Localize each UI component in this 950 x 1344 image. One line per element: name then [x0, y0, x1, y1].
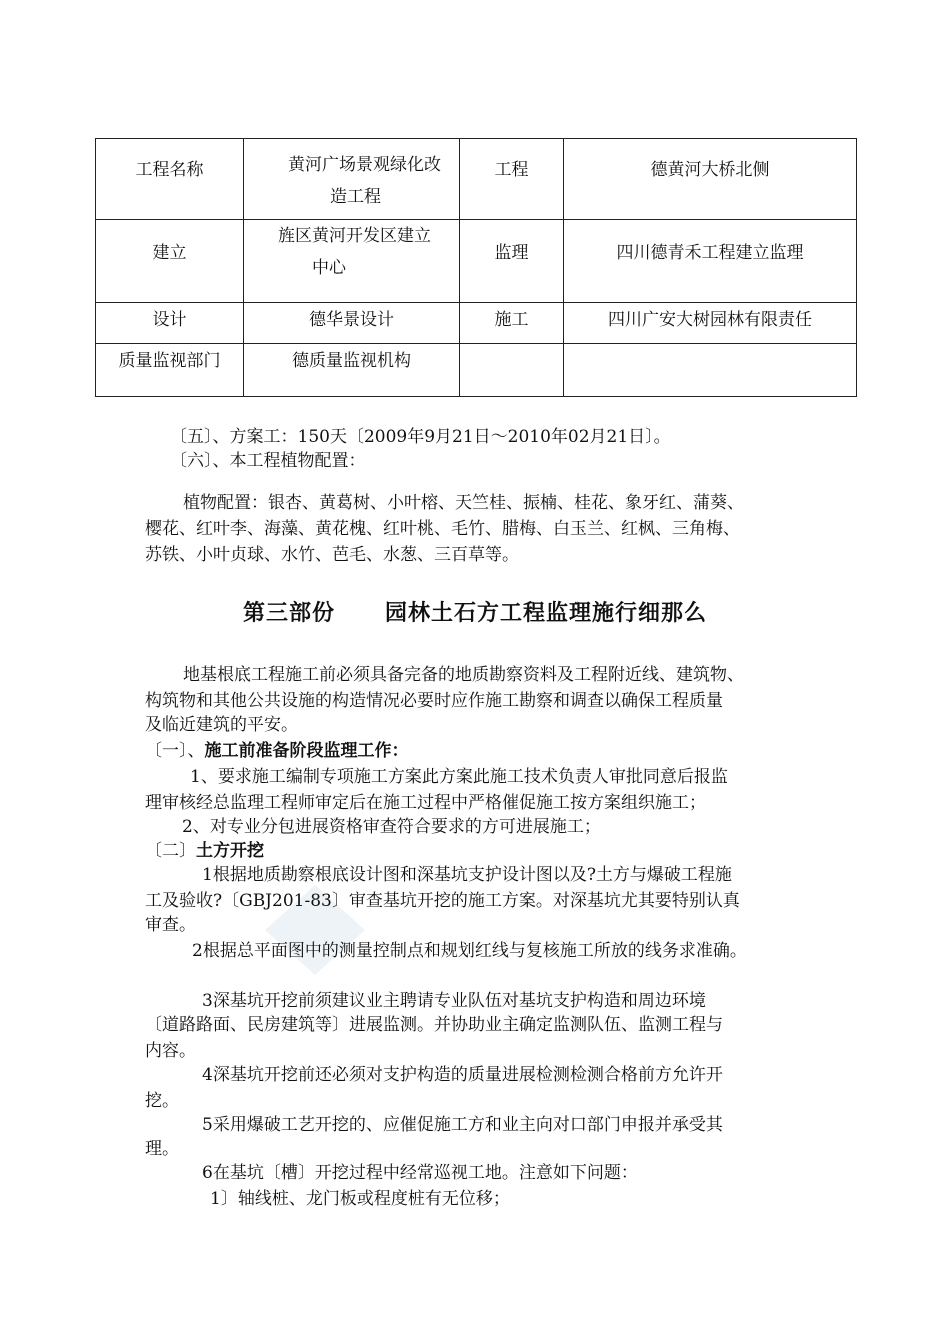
- value-project-name: 黄河广场景观绿化改 造工程: [244, 139, 460, 220]
- intro-line: 构筑物和其他公共设施的构造情况必要时应作施工勘察和调查以确保工程质量: [145, 691, 723, 711]
- sub1-item: 1、要求施工编制专项施工方案此方案此施工技术负责人审批同意后报监: [190, 767, 728, 787]
- subsection-1-title: 〔一〕、施工前准备阶段监理工作：: [145, 741, 409, 761]
- label-quality-dept: 质量监视部门: [96, 344, 244, 397]
- subsection-2-title: 〔二〕土方开挖: [145, 841, 264, 861]
- value-supervision: 四川德青禾工程建立监理: [564, 220, 857, 303]
- value-quality-dept: 德质量监视机构: [244, 344, 460, 397]
- table-row: [96, 344, 857, 397]
- heading-part: 第三部份: [242, 601, 335, 626]
- plants-line: 植物配置：银杏、黄葛树、小叶榕、天竺桂、振楠、桂花、象牙红、蒲葵、: [183, 493, 744, 513]
- sub2-item: 工及验收?〔GBJ201-83〕审查基坑开挖的施工方案。对深基坑尤其要特别认真: [145, 891, 740, 911]
- heading-title: 园林土石方工程监理施行细那么: [385, 601, 708, 626]
- table-row: [96, 220, 857, 303]
- sub2-item: 1根据地质勘察根底设计图和深基坑支护设计图以及?土方与爆破工程施: [202, 865, 732, 885]
- sub2-item: 4深基坑开挖前还必须对支护构造的质量进展检测检测合格前方允许开: [202, 1065, 723, 1085]
- sub2-item: 挖。: [145, 1091, 179, 1111]
- value-location: 德黄河大桥北侧: [564, 139, 857, 220]
- sub2-item: 5采用爆破工艺开挖的、应催促施工方和业主向对口部门申报并承受其: [202, 1115, 723, 1135]
- sub2-item: 3深基坑开挖前须建议业主聘请专业队伍对基坑支护构造和周边环境: [202, 991, 706, 1011]
- label-supervision: 监理: [460, 220, 564, 303]
- label-project-name: 工程名称: [96, 139, 244, 220]
- sub2-item: 2根据总平面图中的测量控制点和规划红线与复核施工所放的线务求准确。: [192, 941, 747, 961]
- section-5: 〔五〕、方案工：150天〔2009年9月21日～2010年02月21日〕。: [170, 427, 671, 447]
- intro-line: 及临近建筑的平安。: [145, 715, 298, 735]
- table-row: [96, 303, 857, 344]
- sub2-item: 1〕轴线桩、龙门板或程度桩有无位移；: [210, 1189, 510, 1209]
- table-row: [96, 139, 857, 220]
- sub2-item: 理。: [145, 1139, 179, 1159]
- empty-cell: [460, 344, 564, 397]
- sub1-item: 理审核经总监理工程师审定后在施工过程中严格催促施工按方案组织施工；: [145, 793, 706, 813]
- label-build: 建立: [96, 220, 244, 303]
- intro-line: 地基根底工程施工前必须具备完备的地质勘察资料及工程附近线、建筑物、: [183, 665, 744, 685]
- value-build: 旌区黄河开发区建立 中心: [244, 220, 460, 303]
- value-construction: 四川广安大树园林有限责任: [564, 303, 857, 344]
- sub2-item: 〔道路路面、民房建筑等〕进展监测。并协助业主确定监测队伍、监测工程与: [145, 1015, 723, 1035]
- label-project: 工程: [460, 139, 564, 220]
- sub1-item: 2、对专业分包进展资格审查符合要求的方可进展施工；: [182, 817, 601, 837]
- plants-line: 樱花、红叶李、海藻、黄花槐、红叶桃、毛竹、腊梅、白玉兰、红枫、三角梅、: [145, 519, 740, 539]
- empty-cell: [564, 344, 857, 397]
- sub2-item: 内容。: [145, 1041, 196, 1061]
- plants-line: 苏铁、小叶贞球、水竹、芭毛、水葱、三百草等。: [145, 545, 519, 565]
- sub2-item: 6在基坑〔槽〕开挖过程中经常巡视工地。注意如下问题：: [202, 1163, 638, 1183]
- label-construction: 施工: [460, 303, 564, 344]
- label-design: 设计: [96, 303, 244, 344]
- value-design: 德华景设计: [244, 303, 460, 344]
- section-heading: [0, 596, 950, 627]
- project-info-table: [95, 138, 857, 397]
- section-6: 〔六〕、本工程植物配置：: [170, 451, 366, 471]
- sub2-item: 审查。: [145, 915, 196, 935]
